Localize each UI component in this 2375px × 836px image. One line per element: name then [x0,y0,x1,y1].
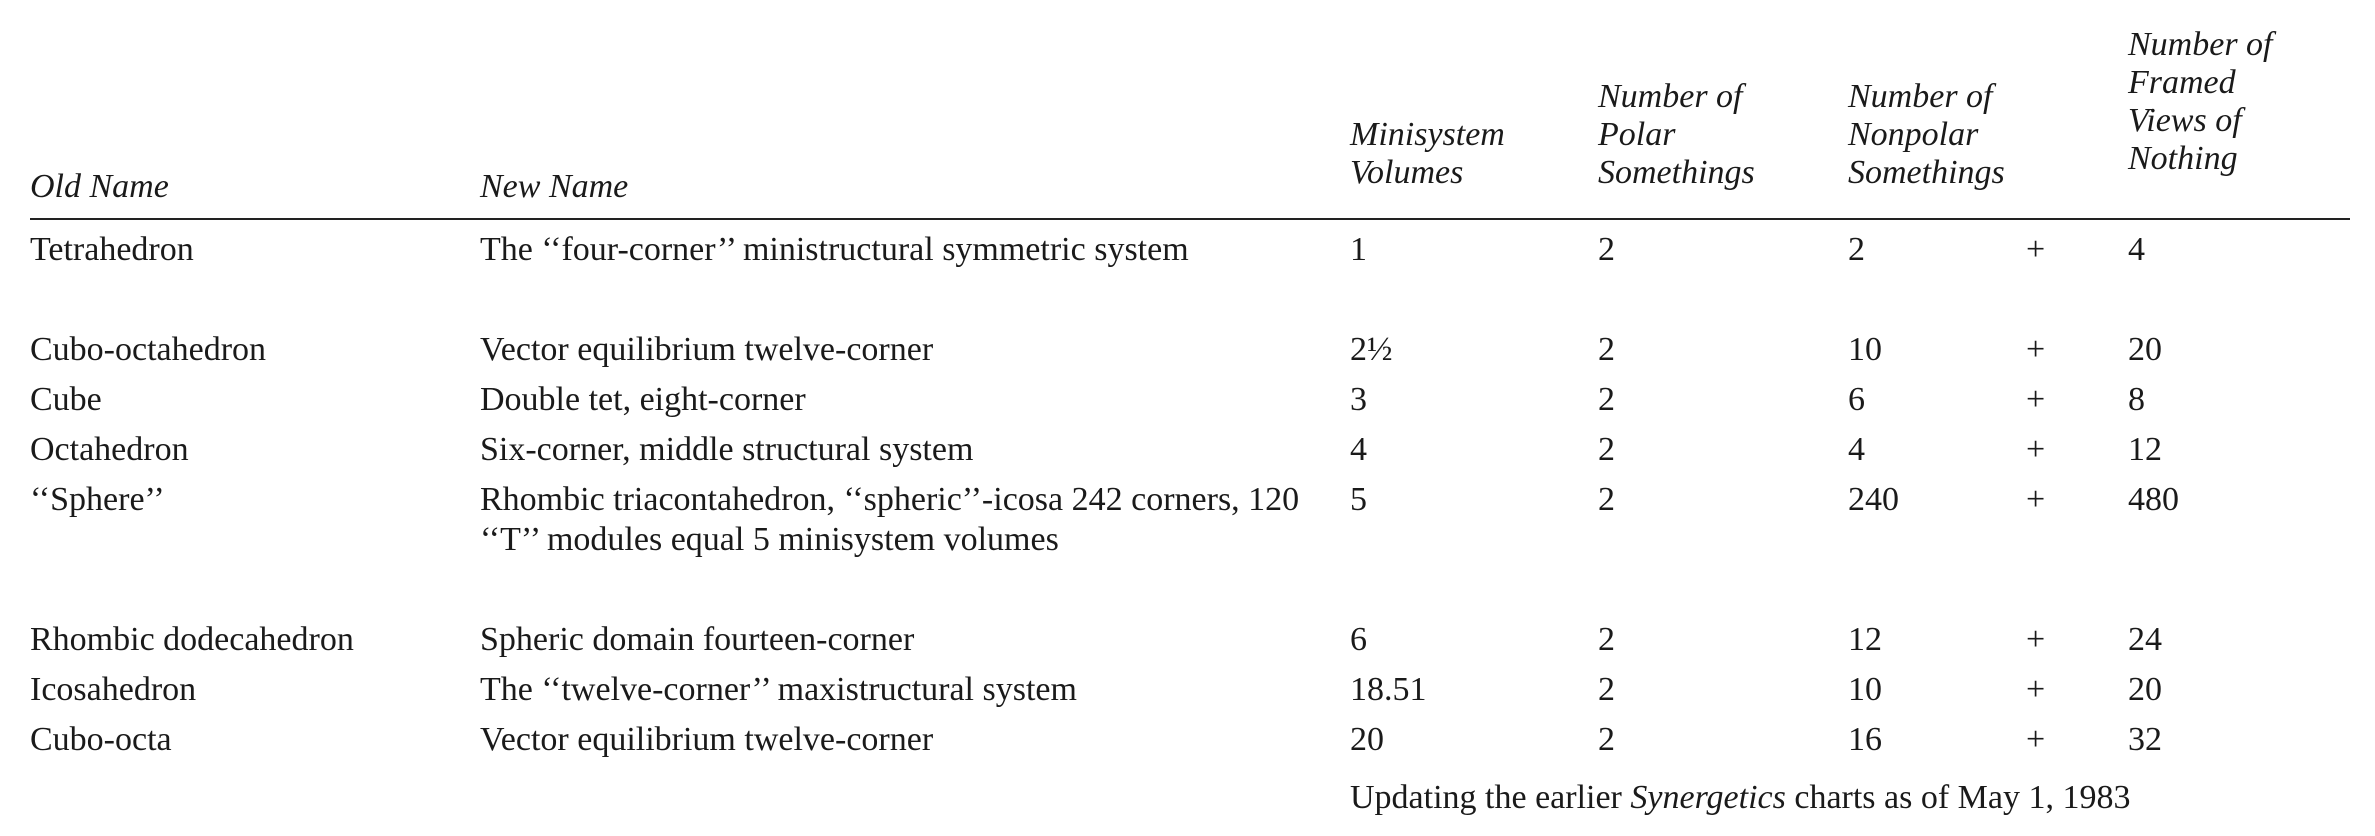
caption-text-end: charts as of May 1, 1983 [1785,779,2131,816]
header-line: Somethings [1598,154,1755,191]
cell-framed: 8 [2128,381,2145,418]
cell-old-name: Octahedron [30,431,189,468]
header-line: Number of [2128,26,2273,63]
cell-plus: + [2026,331,2046,368]
cell-new-name: The ‘‘four-corner’’ ministructural symmetric system [480,231,1189,268]
cell-framed: 12 [2128,431,2162,468]
header-line: Nothing [2128,140,2238,177]
cell-new-name: Vector equilibrium twelve-corner [480,331,934,368]
cell-volumes: 4 [1350,431,1367,468]
header-framed-views [2128,26,2273,178]
header-polar-somethings [1598,78,1755,192]
cell-old-name: Rhombic dodecahedron [30,621,354,658]
cell-framed: 32 [2128,721,2162,758]
header-line: Framed [2128,64,2236,101]
cell-polar: 2 [1598,721,1615,758]
cell-volumes: 1 [1350,231,1367,268]
caption-text-start: Updating the earlier [1350,779,1631,816]
cell-old-name: Icosahedron [30,671,197,708]
cell-new-name: Rhombic triacontahedron, ‘‘spheric’’-icosa 242 corners, 120 ‘‘T’’ modules equal 5 minisystem volumes [480,481,1300,558]
cell-framed: 20 [2128,671,2162,708]
header-line: Views of [2128,102,2242,139]
cell-polar: 2 [1598,231,1615,268]
cell-new-name: Double tet, eight-corner [480,381,806,418]
cell-volumes: 3 [1350,381,1367,418]
cell-new-name: Vector equilibrium twelve-corner [480,721,934,758]
cell-old-name: Cubo-octahedron [30,331,267,368]
header-line: Somethings [1848,154,2005,191]
header-line: Nonpolar [1848,116,1979,153]
header-line: Volumes [1350,154,1464,191]
cell-new-name: The ‘‘twelve-corner’’ maxistructural system [480,671,1077,708]
cell-new-name: Six-corner, middle structural system [480,431,974,468]
table-caption [1350,778,2131,818]
header-new-name: New Name [480,168,629,205]
cell-plus: + [2026,381,2046,418]
cell-volumes: 20 [1350,721,1384,758]
cell-polar: 2 [1598,381,1615,418]
cell-nonpolar: 6 [1848,381,1865,418]
cell-volumes: 18.51 [1350,671,1427,708]
cell-plus: + [2026,671,2046,708]
header-rule [30,218,2350,220]
cell-plus: + [2026,431,2046,468]
cell-old-name: Cubo-octa [30,721,172,758]
cell-volumes: 2½ [1350,331,1393,368]
header-line: Number of [1598,78,1743,115]
cell-polar: 2 [1598,331,1615,368]
header-line: Number of [1848,78,1993,115]
cell-nonpolar: 4 [1848,431,1865,468]
cell-new-name: Spheric domain fourteen-corner [480,621,915,658]
header-line: Polar [1598,116,1676,153]
cell-old-name: Tetrahedron [30,231,194,268]
cell-framed: 4 [2128,231,2145,268]
cell-polar: 2 [1598,481,1615,518]
cell-old-name: Cube [30,381,102,418]
cell-plus: + [2026,481,2046,518]
cell-framed: 20 [2128,331,2162,368]
cell-plus: + [2026,621,2046,658]
cell-nonpolar: 12 [1848,621,1882,658]
header-nonpolar-somethings [1848,78,2005,192]
cell-polar: 2 [1598,431,1615,468]
cell-nonpolar: 2 [1848,231,1865,268]
caption-text-italic: Synergetics [1630,779,1786,816]
cell-polar: 2 [1598,671,1615,708]
cell-plus: + [2026,721,2046,758]
cell-old-name: ‘‘Sphere’’ [30,481,165,518]
cell-framed: 480 [2128,481,2179,518]
cell-volumes: 6 [1350,621,1367,658]
header-old-name: Old Name [30,168,169,205]
header-minisystem-volumes [1350,116,1505,192]
cell-nonpolar: 240 [1848,481,1899,518]
cell-framed: 24 [2128,621,2162,658]
cell-plus: + [2026,231,2046,268]
cell-nonpolar: 10 [1848,331,1882,368]
header-line: Minisystem [1350,116,1505,153]
cell-polar: 2 [1598,621,1615,658]
cell-nonpolar: 10 [1848,671,1882,708]
cell-nonpolar: 16 [1848,721,1882,758]
cell-volumes: 5 [1350,481,1367,518]
